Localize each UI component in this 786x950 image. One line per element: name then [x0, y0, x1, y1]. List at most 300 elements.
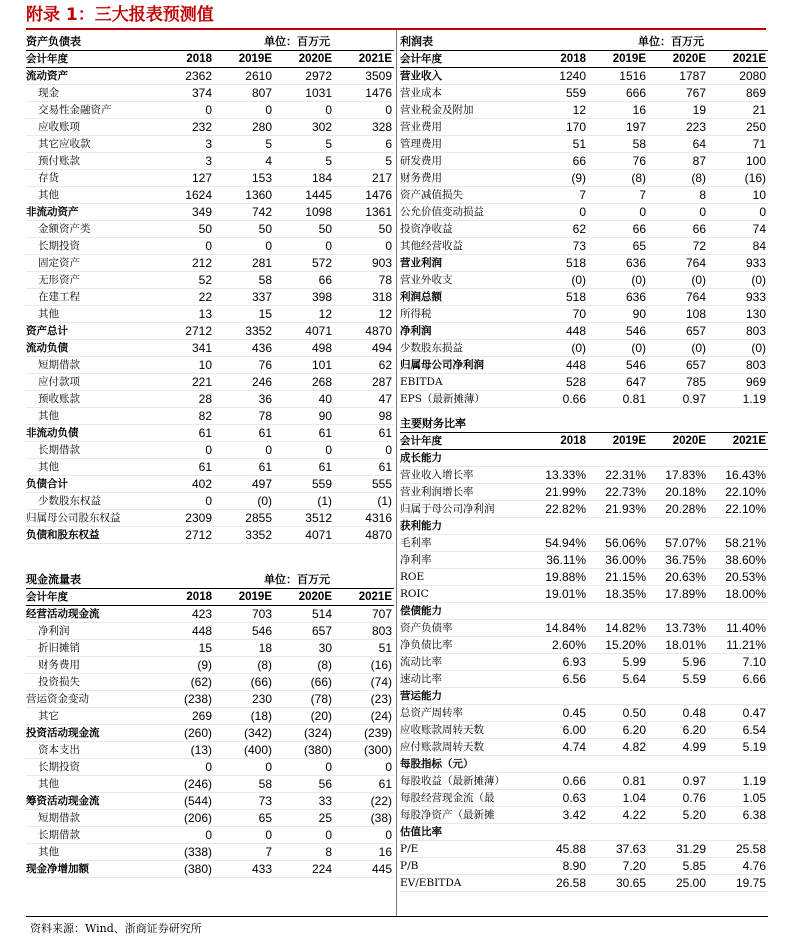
table-row	[26, 357, 394, 374]
table-row	[26, 827, 394, 844]
row-value: 6.00	[528, 722, 588, 739]
column-divider	[396, 30, 397, 917]
row-value	[588, 824, 648, 841]
row-value: 13	[154, 306, 214, 323]
row-value: 0	[274, 827, 334, 844]
row-value: 7	[214, 844, 274, 861]
row-value: 341	[154, 340, 214, 357]
row-value: 12	[274, 306, 334, 323]
row-value: 13.73%	[648, 620, 708, 637]
row-value: 2610	[214, 68, 274, 85]
table-row	[400, 136, 768, 153]
row-value: (0)	[528, 272, 588, 289]
row-value	[648, 824, 708, 841]
row-label: 资产总计	[26, 323, 154, 340]
row-value: (380)	[154, 861, 214, 878]
row-value: 30	[274, 640, 334, 657]
row-label: 无形资产	[26, 272, 154, 289]
row-value: 3	[154, 136, 214, 153]
row-value: 555	[334, 476, 394, 493]
row-value: 90	[274, 408, 334, 425]
row-value: (260)	[154, 725, 214, 742]
row-value: 433	[214, 861, 274, 878]
row-value: 6.66	[708, 671, 768, 688]
row-value: 61	[274, 425, 334, 442]
row-value: (0)	[648, 272, 708, 289]
row-label: 所得税	[400, 306, 528, 323]
row-value: 657	[648, 357, 708, 374]
table-title-row	[26, 572, 394, 589]
row-label: 筹资活动现金流	[26, 793, 154, 810]
row-value: 933	[708, 289, 768, 306]
table-row	[26, 170, 394, 187]
row-value: 65	[214, 810, 274, 827]
row-value: 10	[154, 357, 214, 374]
table-row	[26, 606, 394, 623]
row-value: 514	[274, 606, 334, 623]
table-row	[26, 272, 394, 289]
row-value	[528, 450, 588, 467]
row-label: 成长能力	[400, 450, 528, 467]
row-label: 预付账款	[26, 153, 154, 170]
row-value: 64	[648, 136, 708, 153]
row-value: 546	[588, 357, 648, 374]
row-value: 337	[214, 289, 274, 306]
row-value: 3	[154, 153, 214, 170]
row-value: 11.40%	[708, 620, 768, 637]
row-value: 4870	[334, 323, 394, 340]
header-label: 会计年度	[26, 51, 154, 68]
row-value: 302	[274, 119, 334, 136]
row-value: 1516	[588, 68, 648, 85]
row-value: 572	[274, 255, 334, 272]
row-value: (0)	[214, 493, 274, 510]
row-value: 21	[708, 102, 768, 119]
year-header: 2021E	[708, 51, 768, 68]
table-title: 资产负债表	[26, 34, 154, 51]
row-label: 短期借款	[26, 357, 154, 374]
row-label: 长期借款	[26, 442, 154, 459]
table-row	[26, 759, 394, 776]
row-value: 36	[214, 391, 274, 408]
row-value	[708, 756, 768, 773]
table-row	[26, 238, 394, 255]
row-value: 559	[528, 85, 588, 102]
row-value: 0.66	[528, 773, 588, 790]
row-value: 807	[214, 85, 274, 102]
row-label: 交易性金融资产	[26, 102, 154, 119]
row-value: 1361	[334, 204, 394, 221]
table-row	[26, 85, 394, 102]
row-value: 0	[588, 204, 648, 221]
row-value: 703	[214, 606, 274, 623]
row-value: 528	[528, 374, 588, 391]
balance-sheet-table	[26, 34, 394, 544]
row-value: 25	[274, 810, 334, 827]
row-label: 其他	[26, 459, 154, 476]
row-value: 707	[334, 606, 394, 623]
row-value: 448	[528, 323, 588, 340]
row-label: ROIC	[400, 586, 528, 603]
year-header: 2018	[528, 51, 588, 68]
row-value	[648, 756, 708, 773]
row-value: 4.76	[708, 858, 768, 875]
table-row	[26, 153, 394, 170]
table-row	[26, 776, 394, 793]
row-value: 398	[274, 289, 334, 306]
table-row	[26, 119, 394, 136]
table-row	[26, 102, 394, 119]
row-value: (0)	[528, 340, 588, 357]
row-value: 217	[334, 170, 394, 187]
row-value: (8)	[648, 170, 708, 187]
row-value: 100	[708, 153, 768, 170]
table-row	[400, 221, 768, 238]
row-value: 61	[274, 459, 334, 476]
row-value: 636	[588, 289, 648, 306]
row-value: 21.15%	[588, 569, 648, 586]
row-value: 8	[648, 187, 708, 204]
row-label: 利润总额	[400, 289, 528, 306]
row-value: 197	[588, 119, 648, 136]
row-value: 5.64	[588, 671, 648, 688]
row-value: 4870	[334, 527, 394, 544]
source-note: 资料来源：Wind、浙商证券研究所	[30, 922, 202, 935]
table-row	[26, 442, 394, 459]
row-value: 16	[334, 844, 394, 861]
row-value: 61	[214, 459, 274, 476]
row-label: 研发费用	[400, 153, 528, 170]
table-row	[26, 691, 394, 708]
row-value: 445	[334, 861, 394, 878]
row-value: (22)	[334, 793, 394, 810]
table-row	[400, 238, 768, 255]
row-value: 2855	[214, 510, 274, 527]
table-row	[400, 102, 768, 119]
row-label: 归属母公司股东权益	[26, 510, 154, 527]
row-label: EV/EBITDA	[400, 875, 528, 892]
table-row	[26, 725, 394, 742]
row-label: 在建工程	[26, 289, 154, 306]
row-value: 221	[154, 374, 214, 391]
row-value: 402	[154, 476, 214, 493]
row-label: 偿债能力	[400, 603, 528, 620]
row-value: 5.99	[588, 654, 648, 671]
row-value: 76	[588, 153, 648, 170]
row-value: 318	[334, 289, 394, 306]
row-value: 73	[528, 238, 588, 255]
year-header: 2019E	[214, 51, 274, 68]
row-value: 11.21%	[708, 637, 768, 654]
table-row	[26, 510, 394, 527]
row-label: 速动比率	[400, 671, 528, 688]
row-value: 5.85	[648, 858, 708, 875]
row-value: 2972	[274, 68, 334, 85]
table-row	[26, 187, 394, 204]
table-row	[400, 119, 768, 136]
row-value: 22	[154, 289, 214, 306]
row-label: 归属于母公司净利润	[400, 501, 528, 518]
table-row	[26, 408, 394, 425]
row-value: 108	[648, 306, 708, 323]
table-row	[400, 858, 768, 875]
row-value: 657	[648, 323, 708, 340]
table-row	[26, 68, 394, 85]
table-row	[400, 705, 768, 722]
row-value: (13)	[154, 742, 214, 759]
row-value: 72	[648, 238, 708, 255]
row-value: (66)	[274, 674, 334, 691]
row-value: 51	[528, 136, 588, 153]
row-value: 232	[154, 119, 214, 136]
year-header: 2018	[154, 51, 214, 68]
row-value: 28	[154, 391, 214, 408]
row-value: (8)	[274, 657, 334, 674]
row-value: 26.58	[528, 875, 588, 892]
row-value: 3352	[214, 527, 274, 544]
row-value	[528, 688, 588, 705]
row-value: 328	[334, 119, 394, 136]
row-value: 933	[708, 255, 768, 272]
section-row	[400, 688, 768, 705]
row-value: 4.82	[588, 739, 648, 756]
row-value: (338)	[154, 844, 214, 861]
row-value: 33	[274, 793, 334, 810]
row-label: 现金	[26, 85, 154, 102]
row-value: 4071	[274, 323, 334, 340]
row-value: 12	[528, 102, 588, 119]
year-header: 2020E	[274, 589, 334, 606]
row-label: 其他	[26, 776, 154, 793]
row-value	[528, 603, 588, 620]
row-value: 84	[708, 238, 768, 255]
row-value: 5	[274, 136, 334, 153]
row-value: 0	[154, 102, 214, 119]
row-value: 869	[708, 85, 768, 102]
section-row	[400, 518, 768, 535]
section-row	[400, 824, 768, 841]
row-value: (400)	[214, 742, 274, 759]
row-label: 获利能力	[400, 518, 528, 535]
row-value: 62	[528, 221, 588, 238]
row-label: 投资活动现金流	[26, 725, 154, 742]
row-label: 每股指标（元）	[400, 756, 528, 773]
table-row	[400, 773, 768, 790]
year-header: 2021E	[334, 51, 394, 68]
row-value: 498	[274, 340, 334, 357]
row-value	[648, 518, 708, 535]
row-label: 长期投资	[26, 238, 154, 255]
row-value: (324)	[274, 725, 334, 742]
row-value: 1098	[274, 204, 334, 221]
row-value: 66	[528, 153, 588, 170]
row-value: (8)	[214, 657, 274, 674]
row-label: 净利率	[400, 552, 528, 569]
row-value: 5	[214, 136, 274, 153]
row-value	[588, 518, 648, 535]
row-label: 流动资产	[26, 68, 154, 85]
table-row	[400, 875, 768, 892]
row-value: 130	[708, 306, 768, 323]
row-value: 6.56	[528, 671, 588, 688]
year-header: 2019E	[588, 433, 648, 450]
row-label: 总资产周转率	[400, 705, 528, 722]
row-value: 71	[708, 136, 768, 153]
table-row	[400, 170, 768, 187]
table-row	[400, 484, 768, 501]
row-label: 应付账款周转天数	[400, 739, 528, 756]
row-value: 518	[528, 289, 588, 306]
year-header: 2020E	[648, 51, 708, 68]
row-value: 0.76	[648, 790, 708, 807]
row-value: 0	[274, 238, 334, 255]
row-value: 1031	[274, 85, 334, 102]
row-value: 78	[334, 272, 394, 289]
row-value: 559	[274, 476, 334, 493]
table-title: 利润表	[400, 34, 528, 51]
row-label: EPS（最新摊薄）	[400, 391, 528, 408]
row-value	[648, 450, 708, 467]
row-value: 101	[274, 357, 334, 374]
row-value: 66	[648, 221, 708, 238]
row-value: 3.42	[528, 807, 588, 824]
row-label: 公允价值变动损益	[400, 204, 528, 221]
row-value: 31.29	[648, 841, 708, 858]
row-value: 19.75	[708, 875, 768, 892]
row-value: 657	[274, 623, 334, 640]
row-label: 其他	[26, 306, 154, 323]
row-value: 22.10%	[708, 484, 768, 501]
row-value: (20)	[274, 708, 334, 725]
table-row	[400, 671, 768, 688]
row-label: 少数股东损益	[400, 340, 528, 357]
table-row	[26, 657, 394, 674]
row-value: 21.93%	[588, 501, 648, 518]
row-value: 0.48	[648, 705, 708, 722]
row-value: 2.60%	[528, 637, 588, 654]
year-header: 2019E	[214, 589, 274, 606]
row-value: 7	[588, 187, 648, 204]
row-value	[708, 603, 768, 620]
row-value: 0	[214, 102, 274, 119]
row-value: 436	[214, 340, 274, 357]
row-value: 15	[154, 640, 214, 657]
row-value: 2309	[154, 510, 214, 527]
row-value: 14.84%	[528, 620, 588, 637]
row-value: 546	[214, 623, 274, 640]
row-value: 36.00%	[588, 552, 648, 569]
row-value: 66	[588, 221, 648, 238]
table-row	[400, 535, 768, 552]
row-value: 6.20	[588, 722, 648, 739]
row-value: 47	[334, 391, 394, 408]
row-value: 1476	[334, 85, 394, 102]
row-label: 应收账项	[26, 119, 154, 136]
row-value: 21.99%	[528, 484, 588, 501]
table-row	[400, 153, 768, 170]
row-value: 98	[334, 408, 394, 425]
row-value: 61	[334, 425, 394, 442]
table-row	[26, 136, 394, 153]
row-value: 497	[214, 476, 274, 493]
row-value: 4.99	[648, 739, 708, 756]
row-label: 经营活动现金流	[26, 606, 154, 623]
row-value: (239)	[334, 725, 394, 742]
table-row	[400, 841, 768, 858]
row-label: 流动比率	[400, 654, 528, 671]
financial-ratios-table	[400, 416, 768, 892]
row-label: 非流动资产	[26, 204, 154, 221]
row-value: 0	[274, 442, 334, 459]
row-value: 4.74	[528, 739, 588, 756]
row-value: 52	[154, 272, 214, 289]
row-value: 25.58	[708, 841, 768, 858]
table-row	[400, 204, 768, 221]
row-value: 36.75%	[648, 552, 708, 569]
row-value: 6.20	[648, 722, 708, 739]
row-value: 58.21%	[708, 535, 768, 552]
row-label: 投资净收益	[400, 221, 528, 238]
row-value: 6.38	[708, 807, 768, 824]
row-value: 1445	[274, 187, 334, 204]
row-value: (0)	[708, 340, 768, 357]
row-value: 803	[708, 323, 768, 340]
row-label: 其他经营收益	[400, 238, 528, 255]
row-value: 546	[588, 323, 648, 340]
table-row	[400, 620, 768, 637]
row-label: 每股收益（最新摊薄）	[400, 773, 528, 790]
row-value: 57.07%	[648, 535, 708, 552]
row-value	[708, 518, 768, 535]
row-value: 0	[528, 204, 588, 221]
row-value: 78	[214, 408, 274, 425]
row-value: 50	[334, 221, 394, 238]
row-value	[708, 688, 768, 705]
row-value: (18)	[214, 708, 274, 725]
table-row	[400, 739, 768, 756]
row-value: 5.20	[648, 807, 708, 824]
section-row	[400, 756, 768, 773]
row-value: 6.54	[708, 722, 768, 739]
row-label: 营业费用	[400, 119, 528, 136]
row-label: 资产负债率	[400, 620, 528, 637]
row-value: 764	[648, 289, 708, 306]
bottom-rule	[26, 916, 768, 917]
row-value: 18.35%	[588, 586, 648, 603]
row-value: 742	[214, 204, 274, 221]
row-value: (9)	[154, 657, 214, 674]
row-value: 0	[648, 204, 708, 221]
header-row	[400, 51, 768, 68]
row-label: 营业利润	[400, 255, 528, 272]
row-label: 营业利润增长率	[400, 484, 528, 501]
row-value: 56	[274, 776, 334, 793]
row-value: 5.59	[648, 671, 708, 688]
row-value: 3352	[214, 323, 274, 340]
row-label: 非流动负债	[26, 425, 154, 442]
row-value: 280	[214, 119, 274, 136]
row-label: 净利润	[26, 623, 154, 640]
row-label: 营业税金及附加	[400, 102, 528, 119]
row-value	[588, 756, 648, 773]
row-label: 应收账款周转天数	[400, 722, 528, 739]
table-row	[26, 640, 394, 657]
row-value: 87	[648, 153, 708, 170]
row-value: 636	[588, 255, 648, 272]
row-value: 50	[154, 221, 214, 238]
unit-label: 单位：百万元	[154, 572, 394, 589]
row-value: 16.43%	[708, 467, 768, 484]
